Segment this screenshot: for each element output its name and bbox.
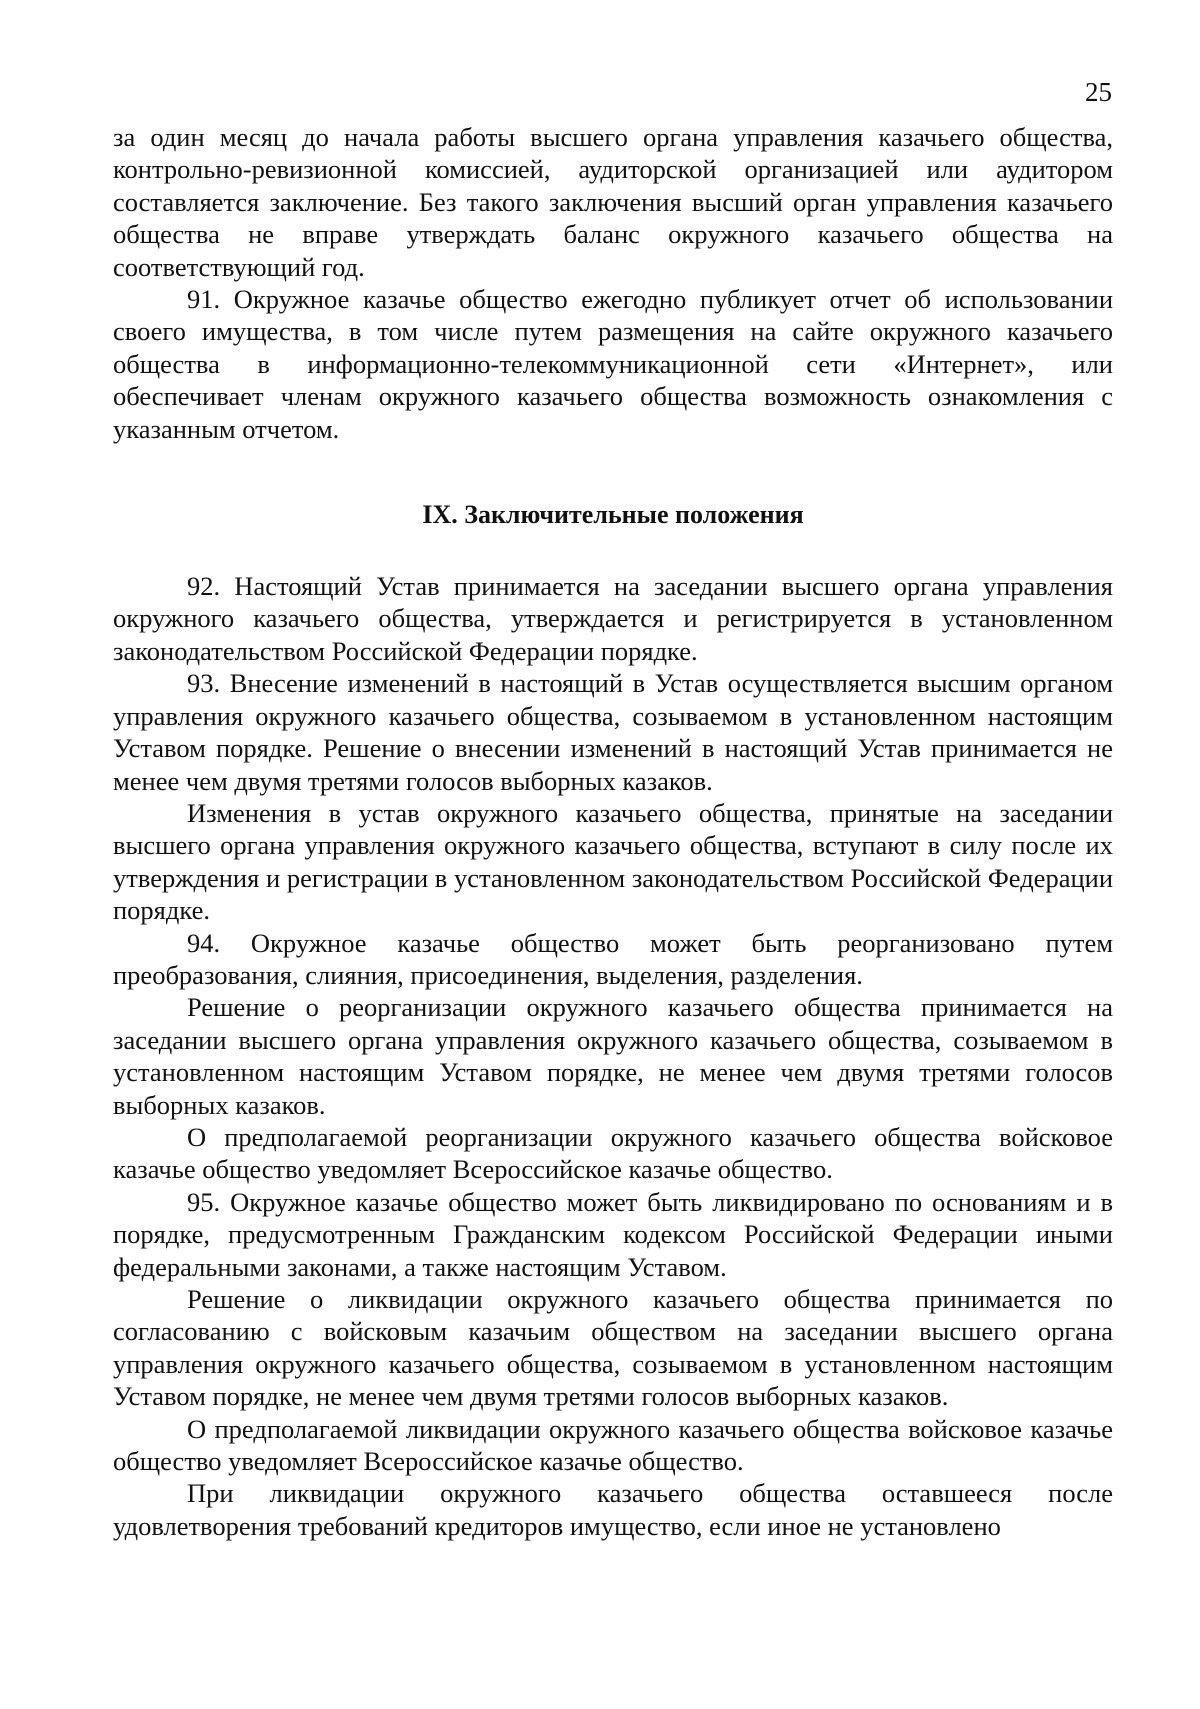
paragraph-93: 93. Внесение изменений в настоящий в Устав осуществляется высшим органом управления окружного казачьего общества, созываемом в установленном настоящим Уставом порядке. Решение о внесении изменений в настоящий Устав принимается не менее чем двумя третями голосов выборных казаков.: [113, 668, 1113, 796]
paragraph-93-amendments: Изменения в устав окружного казачьего общества, принятые на заседании высшего органа управления окружного казачьего общества, вступают в силу после их утверждения и регистрации в установленном законодательством Российской Федерации порядке.: [113, 797, 1113, 926]
paragraph-continuation: за один месяц до начала работы высшего органа управления казачьего общества, контрольно-ревизионной комиссией, аудиторской организацией или аудитором составляется заключение. Без такого заключения высший орган управления казачьего общества не вправе утверждать баланс окружного казачьего общества на соответствующий год.: [113, 122, 1113, 282]
paragraph-95: 95. Окружное казачье общество может быть ликвидировано по основаниям и в порядке, предусмотренным Гражданским кодексом Российской Федерации иными федеральными законами, а также настоящим Уставом.: [113, 1186, 1113, 1282]
paragraph-94-notice: О предполагаемой реорганизации окружного казачьего общества войсковое казачье общество уведомляет Всероссийское казачье общество.: [113, 1121, 1113, 1185]
paragraph-95-property: При ликвидации окружного казачьего общества оставшееся после удовлетворения требований кредиторов имущество, если иное не установлено: [113, 1478, 1113, 1541]
paragraph-95-notice: О предполагаемой ликвидации окружного казачьего общества войсковое казачье общество уведомляет Всероссийское казачье общество.: [113, 1413, 1113, 1477]
document-body: [113, 121, 1113, 1542]
paragraph-92: 92. Настоящий Устав принимается на заседании высшего органа управления окружного казачьего общества, утверждается и регистрируется в установленном законодательством Российской Федерации порядке.: [113, 571, 1113, 666]
paragraph-91: 91. Окружное казачье общество ежегодно публикует отчет об использовании своего имущества, в том числе путем размещения на сайте окружного казачьего общества в информационно-телекоммуникационной сети «Интернет», или обеспечивает членам окружного казачьего общества возможность ознакомления с указанным отчетом.: [113, 284, 1113, 444]
paragraph-94-decision: Решение о реорганизации окружного казачьего общества принимается на заседании высшего органа управления окружного казачьего общества, созываемом в установленном настоящим Уставом порядке, не менее чем двумя третями голосов выборных казаков.: [113, 992, 1113, 1120]
page-number: 25: [1085, 77, 1112, 107]
paragraph-94: 94. Окружное казачье общество может быть реорганизовано путем преобразования, слияния, присоединения, выделения, разделения.: [113, 927, 1113, 990]
paragraph-95-decision: Решение о ликвидации окружного казачьего общества принимается по согласованию с войсковым казачьим обществом на заседании высшего органа управления окружного казачьего общества, созываемом в установленном настоящим Уставом порядке, не менее чем двумя третями голосов выборных казаков.: [113, 1284, 1113, 1412]
section-title: IX. Заключительные положения: [422, 500, 804, 530]
